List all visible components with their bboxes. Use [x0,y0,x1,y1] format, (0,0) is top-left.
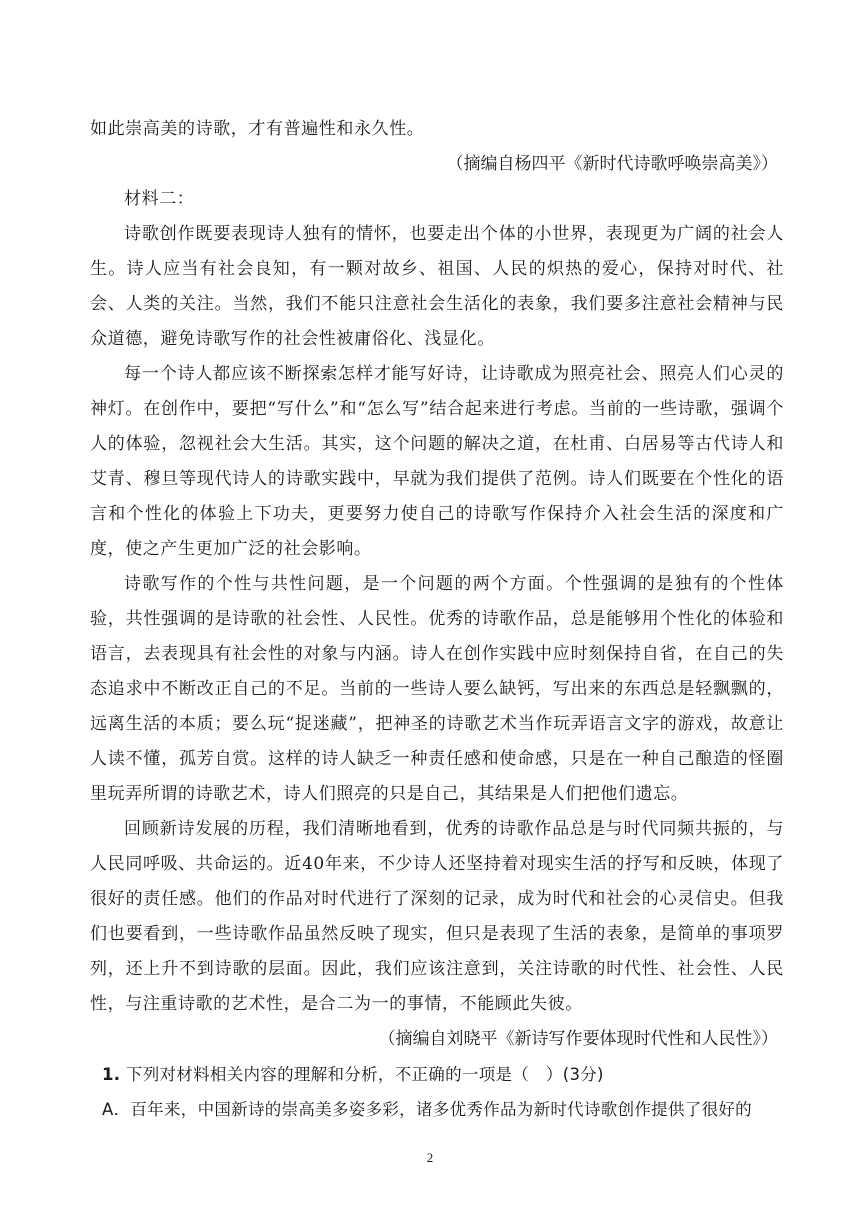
page-number: 2 [426,1150,434,1165]
paragraph-3: 诗歌写作的个性与共性问题，是一个问题的两个方面。个性强调的是独有的个性体验，共性强调的是诗歌的社会性、人民性。优秀的诗歌作品，总是能够用个性化的体验和语言，去表现具有社会性的对象与内涵。诗人在创作实践中应时刻保持自省，在自己的失态追求中不断改正自己的不足。当前的一些诗人要么缺钙，写出来的东西总是轻飘飘的，远离生活的本质；要么玩“捉迷藏”，把神圣的诗歌艺术当作玩弄语言文字的游戏，故意让人读不懂，孤芳自赏。这样的诗人缺乏一种责任感和使命感，只是在一种自己酿造的怪圈里玩弄所谓的诗歌艺术，诗人们照亮的只是自己，其结果是人们把他们遗忘。 [90,574,784,804]
question-1 [90,1057,784,1092]
paragraph-2: 每一个诗人都应该不断探索怎样才能写好诗，让诗歌成为照亮社会、照亮人们心灵的神灯。在创作中，要把“写什么”和“怎么写”结合起来进行考虑。当前的一些诗歌，强调个人的体验，忽视社会大生活。其实，这个问题的解决之道，在杜甫、白居易等古代诗人和艾青、穆旦等现代诗人的诗歌实践中，早就为我们提供了范例。诗人们既要在个性化的语言和个性化的体验上下功夫，更要努力使自己的诗歌写作保持介入社会生活的深度和广度，使之产生更加广泛的社会影响。 [90,364,784,559]
document-body [90,112,784,1127]
material-two-heading: 材料二： [124,189,195,209]
question-1-number: 1. [102,1065,121,1084]
source-citation-1: （摘编自杨四平《新时代诗歌呼唤崇高美》） [446,154,778,174]
question-1-text: 下列对材料相关内容的理解和分析，不正确的一项是（ ）(3分) [125,1065,604,1084]
paragraph-1: 诗歌创作既要表现诗人独有的情怀，也要走出个体的小世界，表现更为广阔的社会人生。诗人应当有社会良知，有一颗对故乡、祖国、人民的炽热的爱心，保持对时代、社会、人类的关注。当然，我们不能只注意社会生活化的表象，我们要多注意社会精神与民众道德，避免诗歌写作的社会性被庸俗化、浅显化。 [90,224,784,349]
intro-end-line: 如此崇高美的诗歌，才有普遍性和永久性。 [90,119,425,139]
question-1-option-a: A．百年来，中国新诗的崇高美多姿多彩，诸多优秀作品为新时代诗歌创作提供了很好的 [102,1100,752,1119]
paragraph-4: 回顾新诗发展的历程，我们清晰地看到，优秀的诗歌作品总是与时代同频共振的，与人民同呼吸、共命运的。近40年来，不少诗人还坚持着对现实生活的抒写和反映，体现了很好的责任感。他们的作品对时代进行了深刻的记录，成为时代和社会的心灵信史。但我们也要看到，一些诗歌作品虽然反映了现实，但只是表现了生活的表象，是简单的事项罗列，还上升不到诗歌的层面。因此，我们应该注意到，关注诗歌的时代性、社会性、人民性，与注重诗歌的艺术性，是合二为一的事情，不能顾此失彼。 [90,819,784,1014]
source-citation-2: （摘编自刘晓平《新诗写作要体现时代性和人民性》） [378,1029,778,1049]
